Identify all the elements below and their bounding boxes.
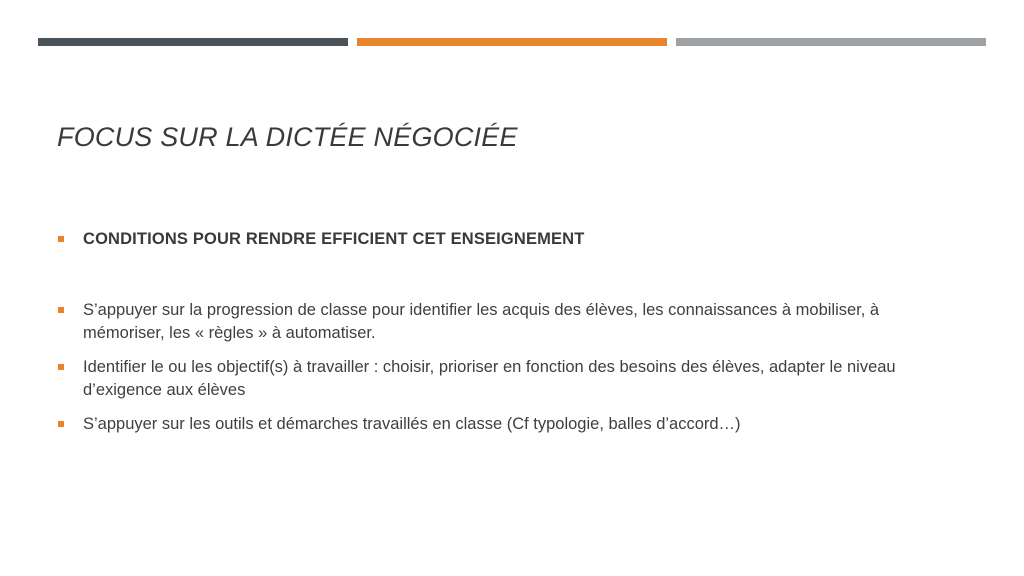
- dark-bar: [38, 38, 348, 46]
- bullet-item: [58, 356, 958, 402]
- square-bullet-icon: [58, 364, 64, 370]
- bullet-item: [58, 299, 958, 345]
- bullet-text: S’appuyer sur la progression de classe pour identifier les acquis des élèves, les connaissances à mobiliser, à mémoriser, les « règles » à automatiser.: [83, 301, 880, 342]
- slide-content: [58, 228, 958, 447]
- bullet-text: Identifier le ou les objectif(s) à travailler : choisir, prioriser en fonction des besoins des élèves, adapter le niveau d’exigence aux élèves: [83, 358, 896, 399]
- top-decorative-bars: [38, 38, 986, 46]
- slide-title: FOCUS SUR LA DICTÉE NÉGOCIÉE: [57, 122, 518, 152]
- square-bullet-icon: [58, 236, 64, 242]
- bullet-heading: [58, 228, 958, 251]
- bullet-heading-text: CONDITIONS POUR RENDRE EFFICIENT CET ENSEIGNEMENT: [83, 230, 585, 248]
- bullet-item: [58, 413, 958, 436]
- gray-bar: [676, 38, 986, 46]
- bullet-text: S’appuyer sur les outils et démarches travaillés en classe (Cf typologie, balles d’accord…): [83, 415, 741, 433]
- orange-bar: [357, 38, 667, 46]
- square-bullet-icon: [58, 307, 64, 313]
- square-bullet-icon: [58, 421, 64, 427]
